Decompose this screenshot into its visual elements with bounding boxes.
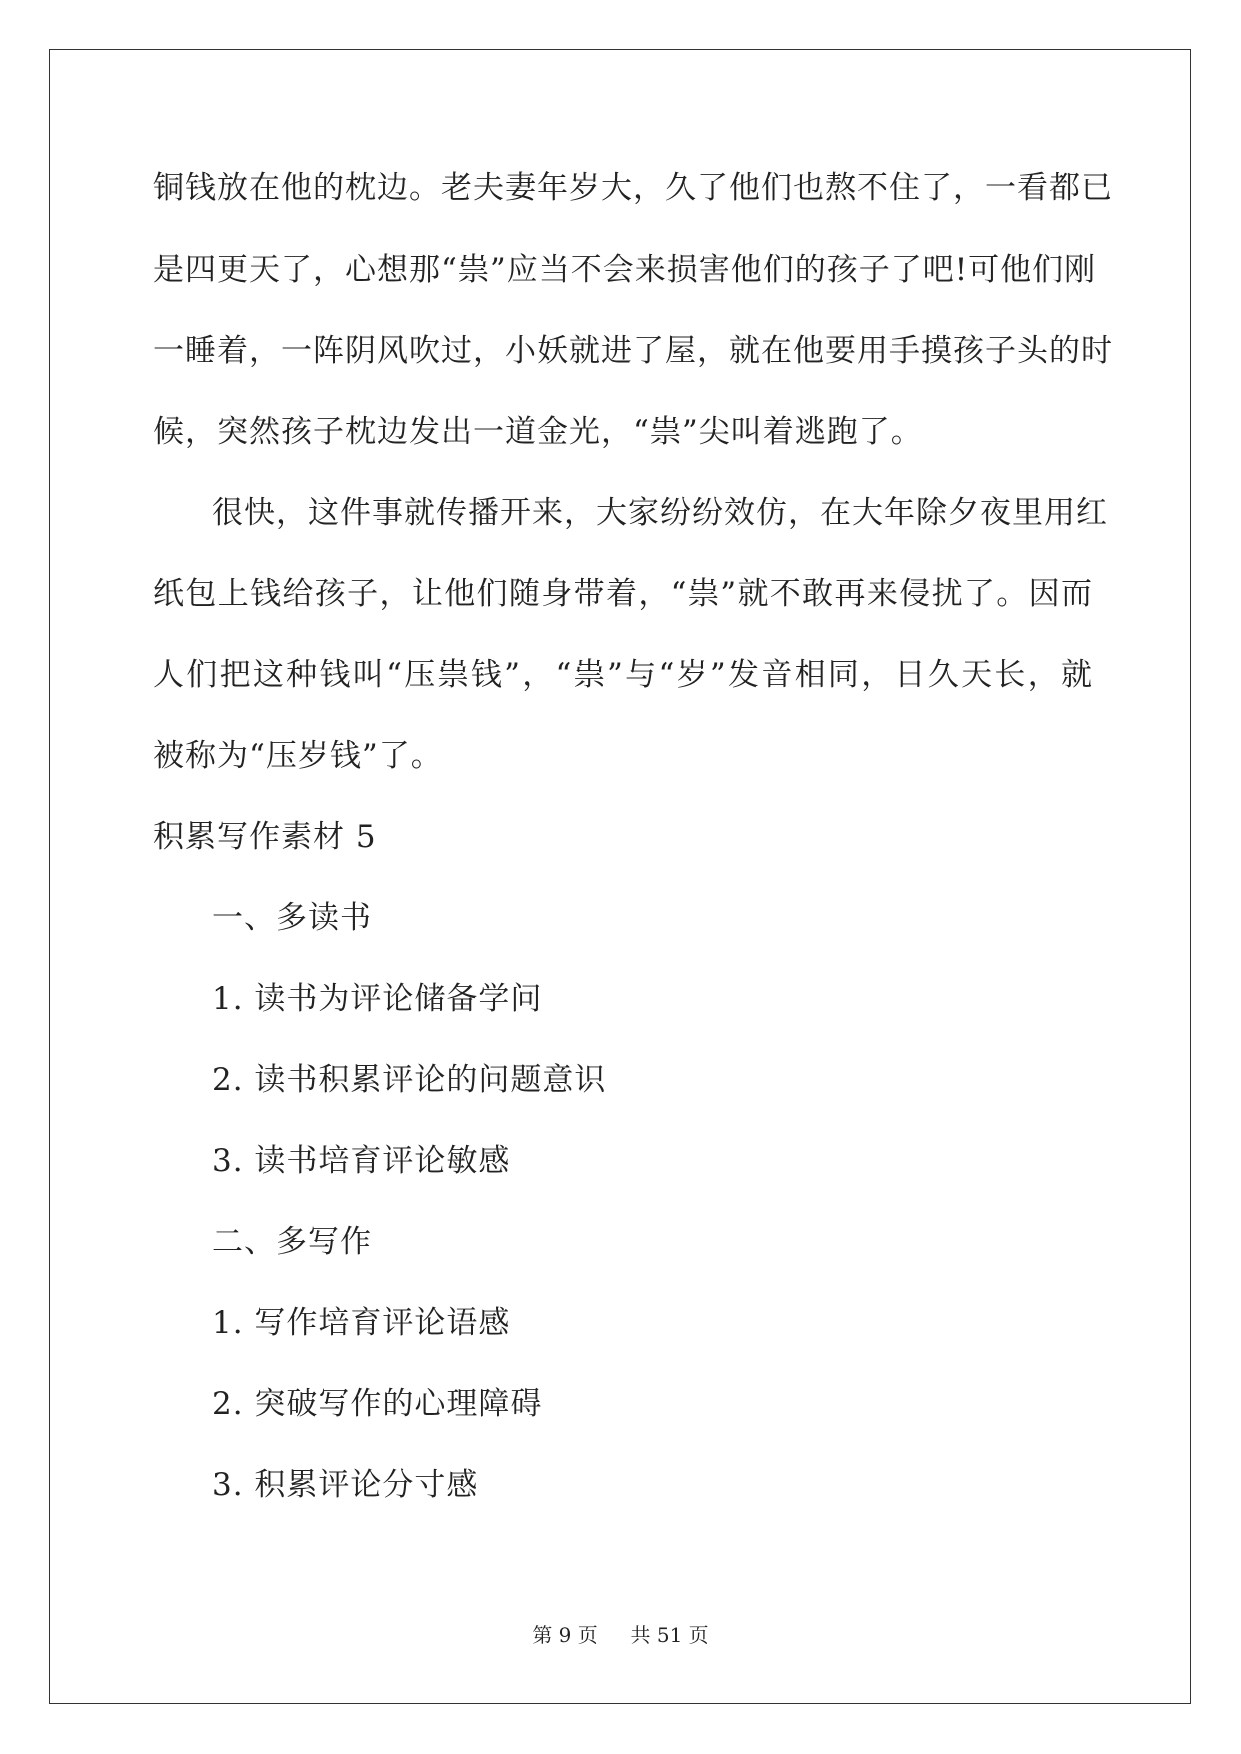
part-2-title: 二、多写作 — [212, 1224, 372, 1260]
part-1-item-1: 1. 读书为评论储备学问 — [212, 981, 543, 1017]
story-paragraph-2-line-3: 人们把这种钱叫“压祟钱”，“祟”与“岁”发音相同，日久天长，就 — [153, 657, 1093, 693]
part-2-item-1: 1. 写作培育评论语感 — [212, 1305, 511, 1341]
part-1-item-3: 3. 读书培育评论敏感 — [212, 1143, 511, 1179]
current-page-number: 第 9 页 — [532, 1623, 598, 1647]
part-1-title: 一、多读书 — [212, 900, 372, 936]
page-footer — [0, 1623, 1241, 1647]
story-paragraph-1-line-4: 候，突然孩子枕边发出一道金光，“祟”尖叫着逃跑了。 — [153, 414, 923, 450]
section-heading: 积累写作素材 5 — [153, 819, 377, 855]
story-paragraph-2-line-2: 纸包上钱给孩子，让他们随身带着，“祟”就不敢再来侵扰了。因而 — [153, 576, 1093, 612]
story-paragraph-1-line-1: 铜钱放在他的枕边。老夫妻年岁大，久了他们也熬不住了，一看都已 — [153, 170, 1113, 206]
total-pages: 共 51 页 — [630, 1623, 709, 1647]
part-2-item-2: 2. 突破写作的心理障碍 — [212, 1386, 543, 1422]
story-paragraph-1-line-3: 一睡着，一阵阴风吹过，小妖就进了屋，就在他要用手摸孩子头的时 — [153, 333, 1113, 369]
part-2-item-3: 3. 积累评论分寸感 — [212, 1467, 479, 1503]
story-paragraph-2-line-1: 很快，这件事就传播开来，大家纷纷效仿，在大年除夕夜里用红 — [212, 495, 1108, 531]
page-border — [49, 49, 1191, 1704]
part-1-item-2: 2. 读书积累评论的问题意识 — [212, 1062, 607, 1098]
story-paragraph-1-line-2: 是四更天了，心想那“祟”应当不会来损害他们的孩子了吧!可他们刚 — [153, 252, 1097, 288]
story-paragraph-2-line-4: 被称为“压岁钱”了。 — [153, 738, 443, 774]
